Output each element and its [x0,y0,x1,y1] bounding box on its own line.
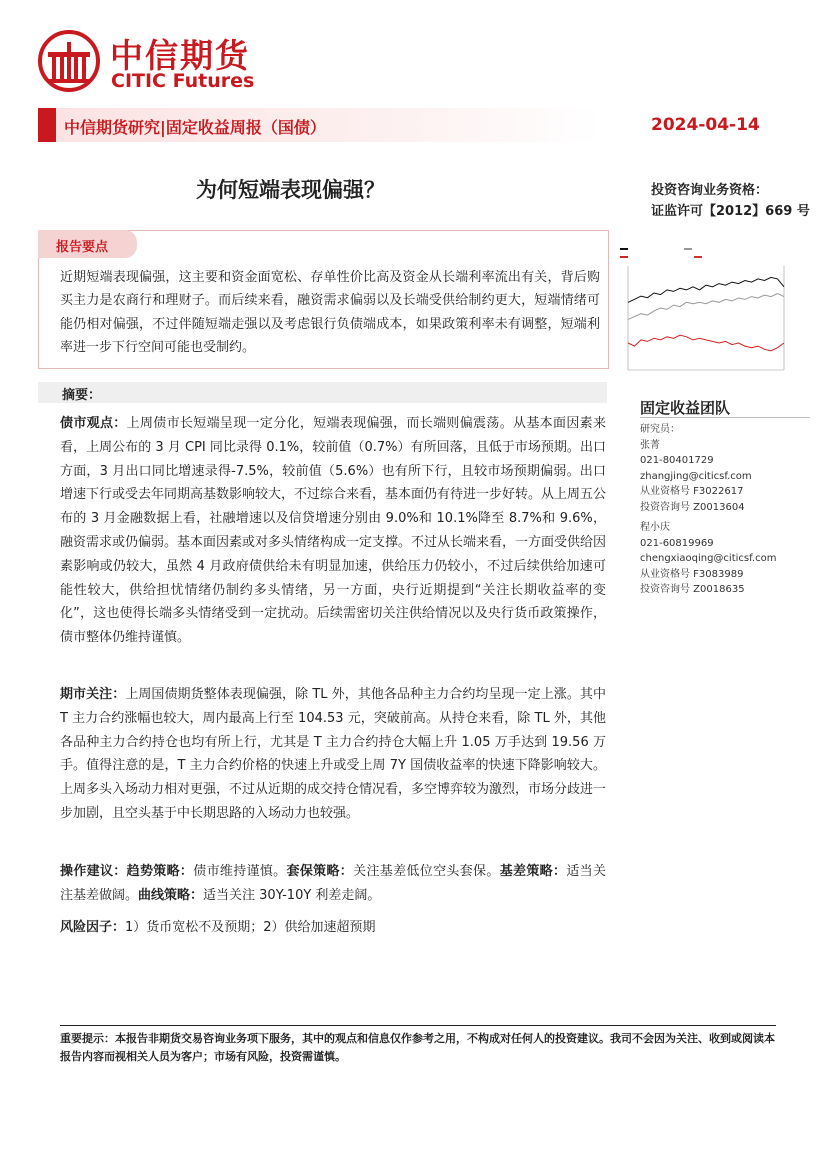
analyst-email[interactable]: chengxiaoqing@citicsf.com [640,553,777,564]
brand-name-cn: 中信期货 [110,36,250,75]
legend-swatch-2 [684,248,692,250]
abstract-bar [38,382,607,403]
citic-logo-icon [38,30,100,92]
legend-swatch-1 [620,248,628,250]
report-date: 2024-04-14 [651,115,760,135]
legend-swatch-4 [694,256,702,258]
analyst-advisory: 投资咨询号 Z0013604 [640,501,745,513]
hedge-label: 套保策略： [286,864,354,879]
analyst-name: 程小庆 [640,522,670,533]
analyst-block-2 [640,520,776,598]
qualification [651,180,810,222]
risk-text: 1）货币宽松不及预期；2）供给加速超预期 [125,920,376,935]
curve-text: 适当关注 30Y-10Y 利差走阔。 [203,887,381,903]
analyst-email[interactable]: zhangjing@citicsf.com [640,470,752,482]
analyst-advisory: 投资咨询号 Z0018635 [640,584,745,595]
futures-focus-paragraph [60,683,606,826]
qualification-line2: 证监许可【2012】669 号 [651,204,810,219]
brand-name-en: CITIC Futures [111,70,255,92]
operation-lead: 操作建议： [60,864,127,879]
bond-view-lead: 债市观点： [60,416,127,431]
hedge-text: 关注基差低位空头套保。 [353,864,500,879]
team-divider [640,417,810,418]
abstract-label: 摘要： [62,388,102,403]
summary-text: 近期短端表现偏强，这主要和资金面宽松、存单性价比高及资金从长端利率流出有关，背后购买主力是农商行和理财子。而后续来看，融资需求偏弱以及长端受供给制约更大，短端情绪可能仍相对偏强，不过伴随短端走强以及考虑银行负债端成本，如果政策利率未有调整，短端利率进一步下行空间可能也受制约。 [60,270,600,355]
operation-paragraph [60,860,606,908]
analyst-name: 张菁 [640,439,660,451]
report-title: 为何短端表现偏强？ [196,178,385,202]
bond-view-paragraph [60,412,606,650]
summary-tag-label: 报告要点 [56,240,109,255]
footer-notice: 重要提示：本报告非期货交易咨询业务项下服务，其中的观点和信息仅作参考之用，不构成对任何人的投资建议。我司不会因为关注、收到或阅读本报告内容而视相关人员为客户；市场有风险，投资需谨慎。 [60,1032,775,1063]
analyst-phone: 021-80401729 [640,455,714,466]
qualification-line1: 投资咨询业务资格： [651,183,769,198]
curve-label: 曲线策略： [138,887,204,903]
report-series-accent [38,108,56,142]
analyst-cert: 从业资格号 F3083989 [640,568,744,580]
basis-text: 适当关注基差做阔。 [60,864,606,903]
futures-focus-lead: 期市关注： [60,687,126,702]
analyst-block-1 [640,422,752,515]
risk-lead: 风险因子： [60,920,126,935]
analyst-cert: 从业资格号 F3022617 [640,486,744,497]
summary-chart [614,236,804,374]
report-series-bar [38,108,600,142]
report-series-label: 中信期货研究|固定收益周报（国债） [64,118,326,137]
legend-swatch-3 [620,256,628,258]
futures-focus-text: 上周国债期货整体表现偏强，除 TL 外，其他各品种主力合约均呈现一定上涨。其中 T 主力合约涨幅也较大，周内最高上行至 104.53 元，突破前高。从持仓来看，除 TL 外，其他各品种主力合约持仓也均有所上行，尤其是 T 主力合约持仓大幅上升 1.05 万手达到 19.56 万手。值得注意的是，T 主力合约价格的快速上升或受上周 7Y 国债收益率的快速下降影响较大。上周多头入场动力相对更强，不过从近期的成交持仓情况看，多空博弈较为激烈，市场分歧进一步加剧，且空头基于中长期思路的入场动力也较强。 [60,687,607,821]
bond-view-text: 上周债市长短端呈现一定分化，短端表现偏强，而长端则偏震荡。从基本面因素来看，上周公布的 3 月 CPI 同比录得 0.1%，较前值（0.7%）有所回落，且低于市场预期。出口方面，3 月出口同比增速录得-7.5%，较前值（5.6%）也有所下行，且较市场预期偏弱。出口增速下行或受去年同期高基数影响较大，不过综合来看，基本面仍有待进一步好转。从上周五公布的 3 月金融数据上看，社融增速以及信贷增速分别由 9.0%和 10.1%降至 8.7%和 9.6%，融资需求或仍偏弱。基本面因素或对多头情绪构成一定支撑。不过从长端来看，一方面受供给因素影响或仍较大，虽然 4 月政府债供给未有明显加速，供给压力仍较小，不过后续供给加速可能性较大，供给担忧情绪仍制约多头情绪，另一方面，央行近期提到“关注长期收益率的变化”，这也使得长端多头情绪受到一定扰动。后续需密切关注供给情况以及央行货币政策操作，债市整体仍维持谨慎。 [60,416,607,646]
trend-text: 债市维持谨慎。 [193,864,287,879]
trend-label: 趋势策略： [126,864,194,879]
analyst-phone: 021-60819969 [640,537,714,549]
footer-divider [60,1025,776,1026]
researcher-role: 研究员： [640,424,680,435]
risk-paragraph [60,916,606,940]
basis-label: 基差策略： [499,864,567,879]
team-title: 固定收益团队 [640,399,731,417]
